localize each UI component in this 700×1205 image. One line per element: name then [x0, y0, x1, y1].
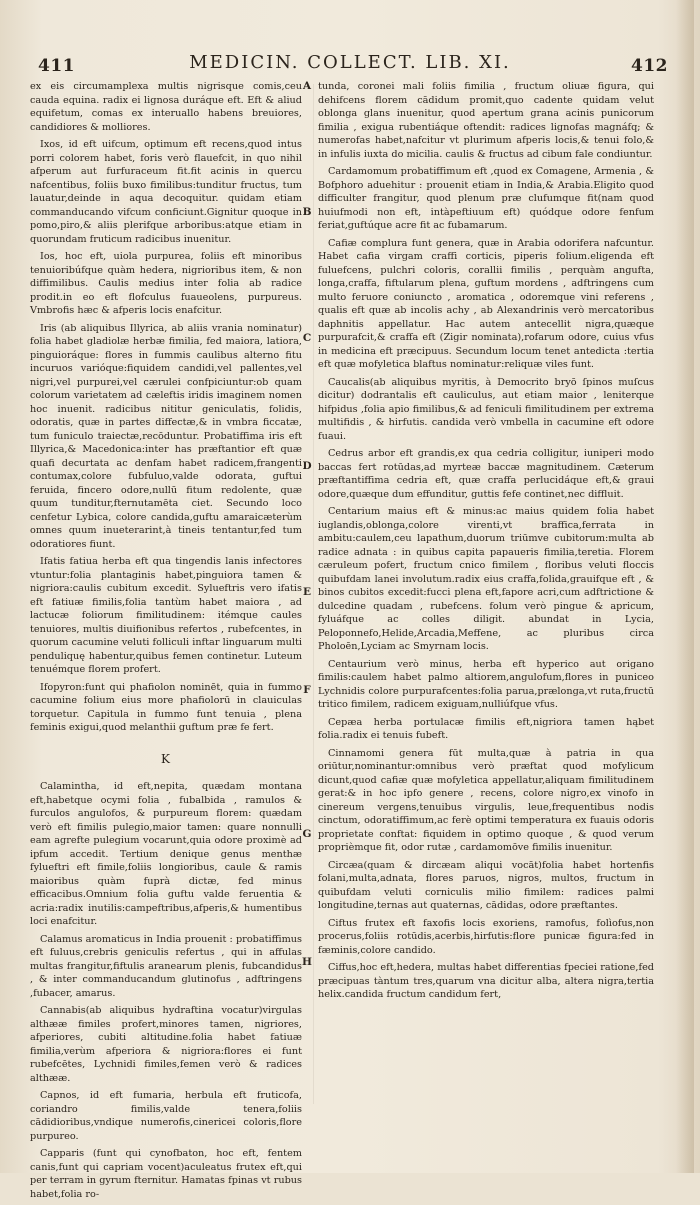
- paragraph-calamintha: Calamintha, id eft,nepita, quædam montana eft,habetque ocymi folia , fubalbida , ramulos & furculos angulofos, & purpureum florem: quædam verò eft fimilis pulegio,maior tamen: quare nonnulli eam agrefte pulegium vocarunt,quia odore proximè ad ipfum accedit. Tertium denique genus menthæ fylueftri eft fimile,foliis longioribus, caule & ramis maioribus quàm fuprà dictæ, fed minus efficacibus.Omnium folia guftu valde feruentia & acria:radix inutilis:campeftribus,afperis,& humentibus loci enafcitur.: [30, 781, 302, 927]
- paragraph-equisetum: ex eis circumamplexa multis nigrisque comis,ceu cauda equina. radix ei lignosa duráque eft. Eft & aliud equifetum, comas ex interuallo habens breuiores, candidiores & molliores.: [30, 81, 302, 133]
- paragraph-cinnamomum: Cinnamomi genera fūt multa,quæ à patria in qua oriūtur,nominantur:omnibus verò præftat quod mofylicum dicunt,quod cafiæ quæ mofyletica appellatur,aliquam fimilitudinem gerat:& in hoc ipfo genere , recens, colore nigro,ex vinofo in cinereum vergens,tenuibus virgulis, leue,frequentibus nodis cinctum, odoratiffimum,ac ferè optimi temperatura ex fuauis odoris proprietate conftat: fiquidem in optimo quoque , & quod verum proprièmque fit, odor rutæ , cardamomōve fimilis inuenitur.: [318, 747, 654, 853]
- paragraph-centaurium-maius: Centarium maius eft & minus:ac maius quidem folia habet iuglandis,oblonga,colore virenti,vt braffica,ferrata in ambitu:caulem,ceu lapathum,duorum triūmve cubitorum:multa ab radice adnata : in quibus capita papaueris fimilia,teretia. Florem cæruleum pofert, fructum cnico fimilem , floribus veluti floccis quibufdam lanei involutum.radix eius craffa,folida,grauifque eft , & binos cubitos excedit:fucci plena eft,fapore acri,cum adftrictione & dulcedine quadam , rubefcens. folum verò pingue & apricum, fyluáfque ac colles diligit. abundat in Lycia, Peloponnefo,Helide,Arcadia,Meffene, ac pluribus circa Pholoēn,Lyciam ac Smyrnam locis.: [318, 506, 654, 652]
- paragraph-calamus: Calamus aromaticus in India prouenit : probatiffimus eft fuluus,crebris geniculis refertus , qui in affulas multas frangitur,fiftulis aranearum plenis, fubcandidus , & inter commanducandum glutinofus , adftringens ,fubacer, amarus.: [30, 933, 302, 999]
- running-title: MEDICIN. COLLECT. LIB. XI.: [189, 52, 511, 73]
- paragraph-centaurium-minus: Centaurium verò minus, herba eft hyperico aut origano fimilis:caulem habet palmo altiorem,angulofum,flores in puniceo Lychnidis colore purpurafcentes:folia parua,prælonga,vt ruta,fructū tritico fimilem, radicem exiguam,nulliúfque vfus.: [318, 658, 654, 710]
- margin-letter: B: [302, 206, 312, 218]
- right-column: [318, 80, 654, 1006]
- margin-letters: [300, 80, 314, 1080]
- margin-letter: C: [302, 332, 312, 344]
- paragraph-iris: Iris (ab aliquibus Illyrica, ab aliis vrania nominatur) folia habet gladiolæ herbæ fimilia, fed maiora, latiora, pinguioráque: flores in fummis caulibus alterno fitu incuruos varióque:fiquidem candidi,vel pallentes,vel nigri,vel purpurei,vel cærulei confpiciuntur:ob quam colorum varietatem ad cæleftis iridis imaginem nomen hoc inuenit. radicibus nititur geniculatis, folidis, odoratis, quæ in partes diffectæ,& in vmbra ficcatæ, tum funiculo traiectæ,recōduntur. Probatiffima iris eft Illyrica,& Macedonica:inter has præftantior eft quæ quafi decurtata ac denfam habet radicem,frangenti contumax,colore fubfuluo,valde odorata, guftui feruida, fincero odore,nullū fitum redolente, quæ quum tunditur,fternutamēta ciet. Secundo loco cenfetur Lybica, colore candida,guftu amaraicæterùm omnes quum inueterarint,à tineis tentantur,fed tum odoratiores fiunt.: [30, 322, 302, 550]
- left-column: [30, 80, 302, 1205]
- margin-letter: D: [302, 460, 312, 472]
- paragraph-ios: Ios, hoc eft, uiola purpurea, foliis eft minoribus tenuioribúfque quàm hedera, nigrioribus item, & non diffimilibus. Caulis medius inter folia ab radice prodit.in eo eft flofculus fuaueolens, purpureus. Vmbrofis hæc & afperis locis enafcitur.: [30, 251, 302, 316]
- paragraph-cannabis: Cannabis(ab aliquibus hydraftina vocatur)virgulas althææ fimiles profert,minores tamen, nigriores, afperiores, cubiti altitudine.folia habet fatiuæ fimilia,verùm afperiora & nigriora:flores ei funt rubefcētes, Lychnidi fimiles,femen verò & radices althææ.: [30, 1005, 302, 1084]
- page-number-left: 411: [38, 56, 75, 76]
- paragraph-capparis-cont: tunda, coronei mali foliis fimilia , fructum oliuæ figura, qui dehifcens florem cādidum promit,quo cadente quidam velut oblonga glans inuenitur, quod apertum grana acinis punicorum fimilia , exigua rubentiáque oftendit: radices lignofas magnáfq; & numerofas habet,nafcitur vt plurimum afperis locis,& tenui folo,& in infulis iuxta do micilia. caulis & fructus ad cibum fale condiuntur.: [318, 81, 654, 160]
- page-header: [0, 52, 700, 78]
- section-letter-k: K: [161, 751, 171, 766]
- margin-letter: A: [302, 80, 312, 92]
- margin-letter: G: [302, 828, 312, 840]
- paragraph-caucalis: Caucalis(ab aliquibus myritis, à Democrito bryō ſpinos muſcus dicitur) dodrantalis eft cauliculus, aut etiam maior , leniterque hifpidus ,folia apio fimilibus,& ad feniculi fimilitudinem per extrema multifidis , & hirfutis. candida verò vmbella in cacumine eft odore fuaui.: [318, 376, 654, 442]
- paragraph-cardamomum: Cardamomum probatiffimum eft ,quod ex Comagene, Armenia , & Bofphoro aduehitur : prouenit etiam in India,& Arabia.Eligito quod difficulter frangitur, quod plenum præ clufumque fit(nam quod huiufmodi non eft, intàpeftiuum eft) quódque odore fenfum feriat,guftúque acre fit ac fubamarum.: [318, 166, 654, 231]
- paragraph-capparis: Capparis (funt qui cynofbaton, hoc eft, fentem canis,funt qui capriam vocent)aculeatus frutex eft,qui per terram in gyrum fternitur. Hamatas fpinas vt rubus habet,folia ro-: [30, 1148, 302, 1200]
- page-edge-shadow: [676, 0, 694, 1173]
- paragraph-capnos: Capnos, id eft fumaria, herbula eft fruticofa, coriandro fimilis,valde tenera,foliis cādidioribus,vndique numerofis,cinericei coloris,flore purpureo.: [30, 1090, 302, 1142]
- paragraph-isopyron: Ifopyron:funt qui phafiolon nominēt, quia in fummo cacumine folium eius more phafiolorū in clauiculas torquetur. Capitula in fummo funt tenuia , plena feminis exigui,quod melanthii guftum præ fe fert.: [30, 681, 302, 733]
- paragraph-cedrus: Cedrus arbor eft grandis,ex qua cedria colligitur, iuniperi modo baccas fert rotūdas,ad myrteæ baccæ magnitudinem. Cæterum præftantiffima cedria eft, quæ craffa perlucidáque eft,& graui odore,quæque dum effunditur, guttis fefe continet,nec diffluit.: [318, 448, 654, 500]
- margin-letter: E: [302, 586, 311, 598]
- paragraph-cepaea: Cepæa herba portulacæ fimilis eft,nigriora tamen hąbet folia.radix ei tenuis fubeft.: [318, 716, 654, 741]
- paragraph-ixos: Ixos, id eft uifcum, optimum eft recens,quod intus porri colorem habet, foris verò flauefcit, in quo nihil afperum aut furfuraceum fit.fit acinis in quercu nafcentibus, foliis buxo fimilibus:tunditur fructus, tum lauatur,deinde in aqua decoquitur. quidam etiam commanducando vifcum conficiunt.Gignitur quoque in pomo,piro,& aliis plerifque arboribus:atque etiam in quorundam fruticum radicibus inuenitur.: [30, 139, 302, 245]
- paragraph-isatis: Ifatis fatiua herba eft qua tingendis lanis infectores vtuntur:folia plantaginis habet,pinguiora tamen & nigriora:caulis cubitum excedit. Sylueftris vero ifatis eft fatiuæ fimilis,folia tantùm habet maiora , ad lactucæ foliorum fimilitudinem: itémque caules tenuiores, multis diuifionibus refertos , rubefcentes, in quorum cacumine veluti folliculi inftar linguarum multi penduliquę habentur,quibus femen continetur. Luteum tenuémque florem profert.: [30, 556, 302, 675]
- margin-letter: H: [302, 956, 312, 968]
- margin-letter: F: [303, 684, 311, 696]
- page-number-right: 412: [631, 56, 668, 76]
- paragraph-cistus: Ciftus frutex eft faxofis locis exoriens, ramofus, folìofus,non procerus,foliis rotūdis,acerbis,hirfutis:flore punicæ figura:fed in fæminis,colore candido.: [318, 917, 654, 956]
- paragraph-cissus: Ciffus,hoc eft,hedera, multas habet differentias fpeciei ratione,fed præcipuas tàntum tres,quarum vna dicitur alba, altera nigra,tertia helix.candida fructum candidum fert,: [318, 962, 654, 1000]
- paragraph-casia: Cafiæ complura funt genera, quæ in Arabia odorifera nafcuntur. Habet cafia virgam craffi corticis, piperis folium.eligenda eft fuluefcens, pulchri coloris, corallii fimilis , perquàm angufta, longa,craffa, fiftularum plena, guftum mordens , adftringens cum multo feruore coniuncto , aromatica , odoremque vini referens , qualis eft quæ ab incolis achy , ab Alexandrinis verò mercatoribus daphnitis appellatur. Hac autem antecellit nigra,quæque purpurafcit,& craffa eft (Zigir nominata),rofarum odore, cuius vfus in medicina eft præcipuus. Secundum locum tenet antedicta :tertia eft quæ mofyletica blaftus nominatur:reliquæ viles funt.: [318, 237, 654, 370]
- paragraph-circaea: Circæa(quam & dircæam aliqui vocāt)folia habet hortenfis folani,multa,adnata, flores paruos, nigros, multos, fructum in quibufdam veluti corniculis milio fimilem: radices palmi longitudine,ternas aut quaternas, cādidas, odore præftantes.: [318, 859, 654, 911]
